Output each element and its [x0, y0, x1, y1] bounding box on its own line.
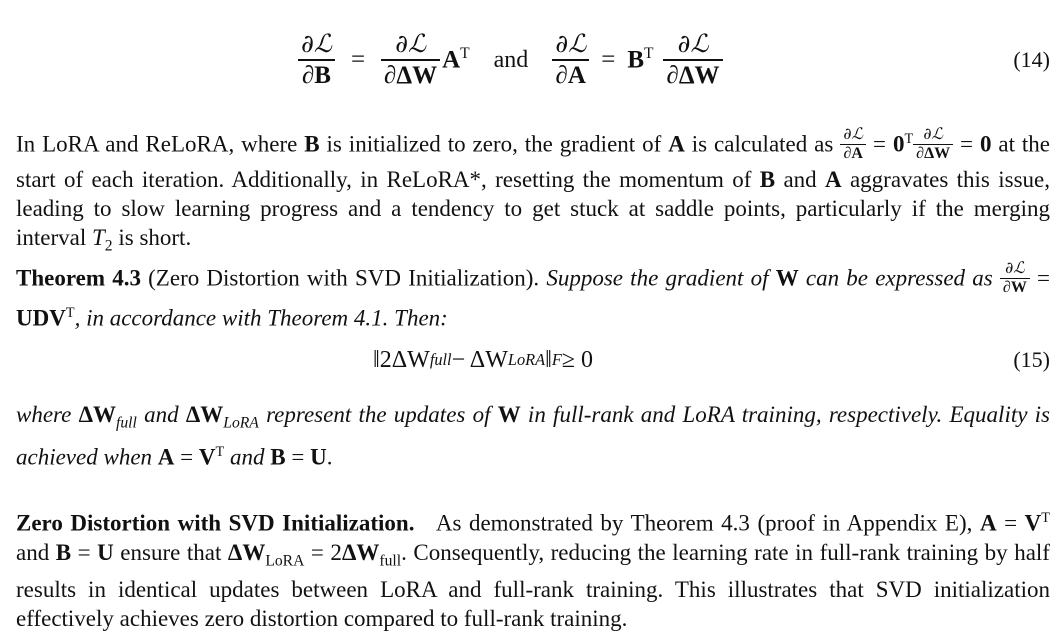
text-run: at the start of each iteration. Additionally, in ReLoRA*, resetting the momentum of — [16, 131, 1051, 192]
zero-vector: 0 — [892, 131, 905, 157]
numerator: ∂ℒ — [923, 124, 944, 144]
symbol-delta-W: ΔW — [185, 402, 224, 427]
symbol-delta-W: ΔW — [78, 402, 117, 427]
subscript-full: full — [116, 414, 137, 432]
symbol-U: U — [97, 539, 114, 565]
fraction-dL-dA — [552, 31, 589, 89]
symbol-B: B — [270, 444, 286, 470]
norm-close: ‖ — [545, 346, 552, 373]
equals-sign: = — [960, 131, 974, 157]
symbol-A: A — [825, 166, 842, 192]
equals-sign: = — [996, 510, 1025, 536]
text-run: As demonstrated by Theorem 4.3 (proof in Appendix E), — [414, 510, 980, 536]
fraction-bar — [552, 59, 589, 61]
symbol-V: V — [1024, 510, 1042, 536]
text-run: can be expressed as — [798, 265, 1000, 291]
numerator: ∂ℒ — [555, 29, 587, 58]
equation-15-body — [373, 340, 593, 380]
paragraph-heading: Zero Distortion with SVD Initialization. — [16, 510, 415, 536]
theorem-4-3 — [16, 258, 1050, 332]
fraction-bar — [381, 59, 440, 61]
inline-fraction-dL-dDeltaW — [913, 126, 953, 163]
text-run: , in accordance with Theorem 4.1. Then: — [74, 305, 448, 331]
equals-sign: = — [285, 444, 311, 470]
symbol-B: B — [55, 539, 72, 565]
equals-sign: = — [601, 46, 616, 73]
denominator: ∂A — [843, 144, 863, 162]
denominator: ∂W — [1002, 278, 1027, 296]
subscript-lora: LoRA — [507, 350, 546, 369]
denominator: ∂ΔW — [666, 61, 720, 89]
symbol-W: W — [497, 402, 521, 427]
text-run: ensure that — [113, 539, 228, 565]
equals-sign: = — [873, 131, 886, 157]
equation-number-15: (15) — [1013, 347, 1050, 372]
numerator: ∂ℒ — [677, 29, 709, 58]
numerator: ∂ℒ — [395, 29, 427, 58]
fraction-bar — [663, 59, 722, 61]
period: . — [326, 444, 333, 470]
text-run: . Consequently, reducing the learning rate in full-rank training by half results in identical updates between LoRA and full-rank training. This illustrates that SVD initialization effectively achieves zero distortion compared to full-rank training. — [16, 539, 1050, 632]
equals-sign: = — [71, 539, 98, 565]
subscript-lora: LoRA — [223, 414, 259, 432]
symbol-B: B — [304, 131, 320, 157]
subscript-full: full — [379, 552, 402, 570]
matrix-A-transpose — [442, 45, 470, 74]
fraction-dL-dB — [298, 31, 335, 89]
text-run: and — [136, 402, 186, 427]
matrix-A: A — [442, 46, 461, 74]
theorem-title: Theorem 4.3 — [16, 265, 141, 291]
equals-sign: = — [174, 444, 199, 470]
text-run: where — [16, 402, 79, 427]
text-run: Suppose the gradient of — [539, 265, 776, 291]
denominator: ∂B — [301, 61, 331, 89]
numerator: ∂ℒ — [1004, 258, 1025, 277]
subscript-2: 2 — [104, 237, 113, 255]
symbol-UDV: UDV — [16, 305, 66, 331]
equals-sign: = — [350, 46, 366, 73]
transpose-mark: T — [644, 45, 654, 63]
subscript-F: F — [551, 350, 562, 369]
symbol-B: B — [759, 166, 776, 192]
text-run: and — [16, 539, 56, 565]
equation-14-body — [298, 20, 723, 100]
equation-14 — [16, 20, 1050, 100]
equals-two: = 2 — [304, 539, 342, 565]
paper-page — [16, 0, 1051, 632]
fraction-dL-dDeltaW-2 — [663, 31, 722, 89]
denominator: ∂ΔW — [916, 144, 951, 162]
text-run: and — [224, 444, 271, 470]
symbol-A: A — [979, 510, 997, 536]
text-run: represent the updates of — [258, 402, 498, 427]
paragraph-zero-distortion — [16, 504, 1050, 633]
inline-fraction-dL-dW — [1000, 260, 1030, 297]
symbol-U: U — [310, 444, 327, 470]
subscript-lora: LoRA — [265, 552, 305, 570]
transpose-mark: T — [215, 443, 225, 460]
symbol-W: W — [775, 265, 799, 291]
symbol-A: A — [157, 444, 175, 470]
equals-sign: = — [1037, 265, 1050, 291]
theorem-4-3-conclusion — [16, 400, 1050, 471]
numerator: ∂ℒ — [843, 124, 864, 144]
text-run: is short. — [112, 224, 192, 250]
theorem-name: (Zero Distortion with SVD Initialization). — [140, 265, 540, 291]
matrix-B-transpose — [627, 45, 653, 74]
equation-15 — [16, 340, 1050, 380]
text-run: In LoRA and ReLoRA, where — [16, 131, 305, 157]
and-connector: and — [493, 46, 529, 73]
zero-vector: 0 — [979, 131, 992, 157]
matrix-B: B — [627, 46, 644, 74]
fraction-bar — [298, 59, 335, 61]
inline-fraction-dL-dA — [840, 126, 866, 163]
transpose-mark: T — [904, 131, 914, 147]
subscript-full: full — [429, 350, 452, 369]
denominator: ∂A — [555, 61, 586, 89]
text-run: is initialized to zero, the gradient of — [319, 131, 669, 157]
text-run: is calculated as — [684, 131, 841, 157]
transpose-mark: T — [1041, 510, 1050, 526]
symbol-delta-W: ΔW — [341, 539, 380, 565]
geq-zero: ≥ 0 — [561, 346, 593, 373]
text-run: aggravates this issue, leading to slow learning progress and a tendency to get stuck at saddle points, particularly if the merging interval — [16, 166, 1050, 250]
symbol-T: T — [92, 224, 105, 250]
equation-number-14: (14) — [1013, 47, 1050, 72]
fraction-dL-dDeltaW — [381, 31, 440, 89]
text-run: and — [775, 166, 825, 192]
denominator: ∂ΔW — [384, 61, 438, 89]
transpose-mark: T — [460, 45, 470, 63]
symbol-V: V — [198, 444, 216, 470]
transpose-mark: T — [65, 304, 75, 321]
numerator: ∂ℒ — [301, 29, 332, 58]
paragraph-lora-gradient — [16, 125, 1050, 260]
text-run: in full-rank and LoRA training, respectively. Equality is achieved when — [16, 402, 1050, 470]
symbol-A: A — [668, 131, 685, 157]
minus-term: − ΔW — [451, 346, 508, 373]
symbol-delta-W: ΔW — [227, 539, 266, 565]
norm-open-term: ‖2ΔW — [373, 346, 430, 373]
